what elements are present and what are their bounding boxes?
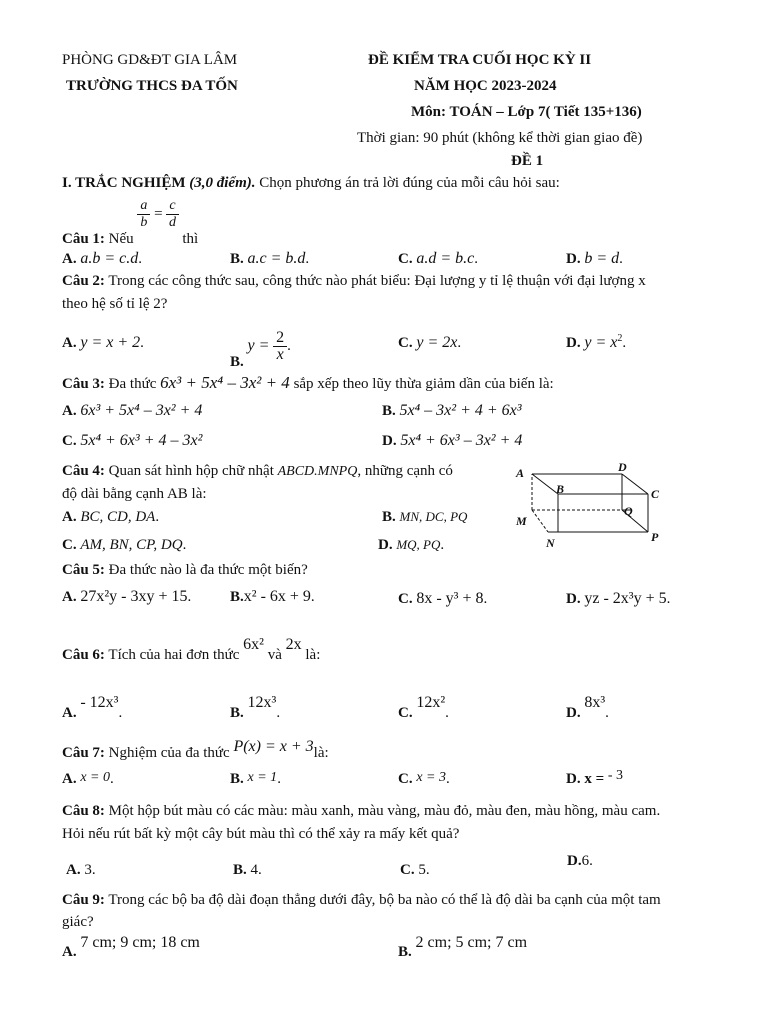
q2-stem: Câu 2: Trong các công thức sau, công thức nào phát biểu: Đại lượng y tỉ lệ thuận với đại lượng x [62,273,646,289]
vertex-n-label: N [546,536,555,550]
q1-fraction-2: $\frac{c}{d}$ [166,198,178,231]
q7-option-b[interactable]: B. x = 1. [230,770,281,787]
q2-option-c[interactable]: C. y = 2x. [398,334,462,351]
q2-option-b[interactable]: B. y = $\frac{2}{x}$ . [230,329,291,370]
q1-option-b[interactable]: B. a.c = b.d. [230,250,310,267]
q2-option-d[interactable]: D. $y = x^2$. [566,333,627,351]
exam-title: ĐỀ KIỂM TRA CUỐI HỌC KỲ II [368,52,592,68]
q7-stem: Câu 7: Nghiệm của đa thức P(x) = x + 3là: [62,738,329,761]
school-year: NĂM HỌC 2023-2024 [414,78,557,94]
q7-option-a[interactable]: A. x = 0. [62,770,114,787]
school-name: TRƯỜNG THCS ĐA TỐN [66,78,238,94]
q2-option-a[interactable]: A. y = x + 2. [62,334,144,351]
q3-stem: Câu 3: Đa thức 6x³ + 5x⁴ – 3x² + 4 sắp xếp theo lũy thừa giảm dần của biến là: [62,373,554,392]
vertex-m-label: M [516,514,527,528]
q9-option-a[interactable]: A. 7 cm; 9 cm; 18 cm [62,934,200,960]
vertex-q-label: Q [624,504,633,518]
q6-option-a[interactable]: A. - 12x³. [62,694,123,721]
q5-option-d[interactable]: D. yz - 2x³y + 5. [566,590,671,607]
q6-stem: Câu 6: Tích của hai đơn thức 6x² và 2x là: [62,636,321,663]
q8-option-d[interactable]: D.6. [567,853,593,869]
q6-option-d[interactable]: D. 8x³. [566,694,609,721]
q4-option-d[interactable]: D. MQ, PQ. [378,537,445,553]
q8-stem-line2: Hỏi nếu rút bất kỳ một cây bút màu thì có thể xảy ra mấy kết quả? [62,826,460,842]
q3-option-a[interactable]: A. 6x³ + 5x⁴ – 3x² + 4 [62,402,203,419]
q4-stem-line2: độ dài bằng cạnh AB là: [62,486,207,502]
q6-option-b[interactable]: B. 12x³. [230,694,281,721]
section1-instruction: Chọn phương án trả lời đúng của mỗi câu hỏi sau: [259,175,560,191]
q2-stem-line2: theo hệ số tỉ lệ 2? [62,296,168,312]
dept-name: PHÒNG GD&ĐT GIA LÂM [62,52,238,68]
q1-option-a[interactable]: A. a.b = c.d. [62,250,142,267]
box-figure [512,458,672,550]
q4-option-a[interactable]: A. BC, CD, DA. [62,509,160,525]
q1-stem: Câu 1: Nếu $\frac{a}{b}$ = $\frac{c}{d}$ thì [62,198,199,247]
q8-option-b[interactable]: B. 4. [233,862,262,878]
q3-option-b[interactable]: B. 5x⁴ – 3x² + 4 + 6x³ [382,402,522,419]
vertex-a-label: A [516,466,525,480]
q4-stem: Câu 4: Quan sát hình hộp chữ nhật ABCD.MNPQ, những cạnh có [62,463,453,479]
exam-code: ĐỀ 1 [511,153,544,169]
q1-then: thì [182,230,199,247]
q8-stem: Câu 8: Một hộp bút màu có các màu: màu xanh, màu vàng, màu đỏ, màu đen, màu hồng, màu cam. [62,803,661,819]
q5-option-c[interactable]: C. 8x - y³ + 8. [398,590,488,607]
vertex-d-label: D [618,460,627,474]
q7-option-c[interactable]: C. x = 3. [398,770,450,787]
q6-option-c[interactable]: C. 12x². [398,694,449,721]
q1-option-d[interactable]: D. b = d. [566,250,623,267]
q1-label: Câu 1: [62,230,105,247]
q3-option-d[interactable]: D. 5x⁴ + 6x³ – 3x² + 4 [382,432,523,449]
q1-text: Nếu [108,230,134,247]
q1-option-c[interactable]: C. a.d = b.c. [398,250,478,267]
time-limit: Thời gian: 90 phút (không kể thời gian giao đề) [357,130,643,146]
q7-option-d[interactable]: D. x = - 3 [566,768,624,787]
vertex-p-label: P [651,530,659,544]
q5-option-a[interactable]: A. 27x²y - 3xy + 15. [62,588,192,605]
q5-option-b[interactable]: B.x² - 6x + 9. [230,588,315,605]
q9-stem-line2: giác? [62,914,94,930]
section1-title: I. TRẮC NGHIỆM [62,175,186,191]
q8-option-a[interactable]: A. 3. [66,862,96,878]
q4-option-c[interactable]: C. AM, BN, CP, DQ. [62,537,187,553]
section1-heading [62,174,560,192]
section1-points: (3,0 điểm). [189,175,256,191]
q3-option-c[interactable]: C. 5x⁴ + 6x³ + 4 – 3x² [62,432,203,449]
q1-fraction-1: $\frac{a}{b}$ [137,198,150,231]
q8-option-c[interactable]: C. 5. [400,862,430,878]
q9-stem: Câu 9: Trong các bộ ba độ dài đoạn thẳng dưới đây, bộ ba nào có thể là độ dài ba cạnh của một tam [62,892,661,908]
q9-option-b[interactable]: B. 2 cm; 5 cm; 7 cm [398,934,528,960]
q4-option-b[interactable]: B. MN, DC, PQ [382,509,468,525]
vertex-c-label: C [651,487,660,501]
subject: Môn: TOÁN – Lớp 7( Tiết 135+136) [411,104,642,120]
q5-stem: Câu 5: Đa thức nào là đa thức một biến? [62,562,308,578]
vertex-b-label: B [556,482,565,496]
